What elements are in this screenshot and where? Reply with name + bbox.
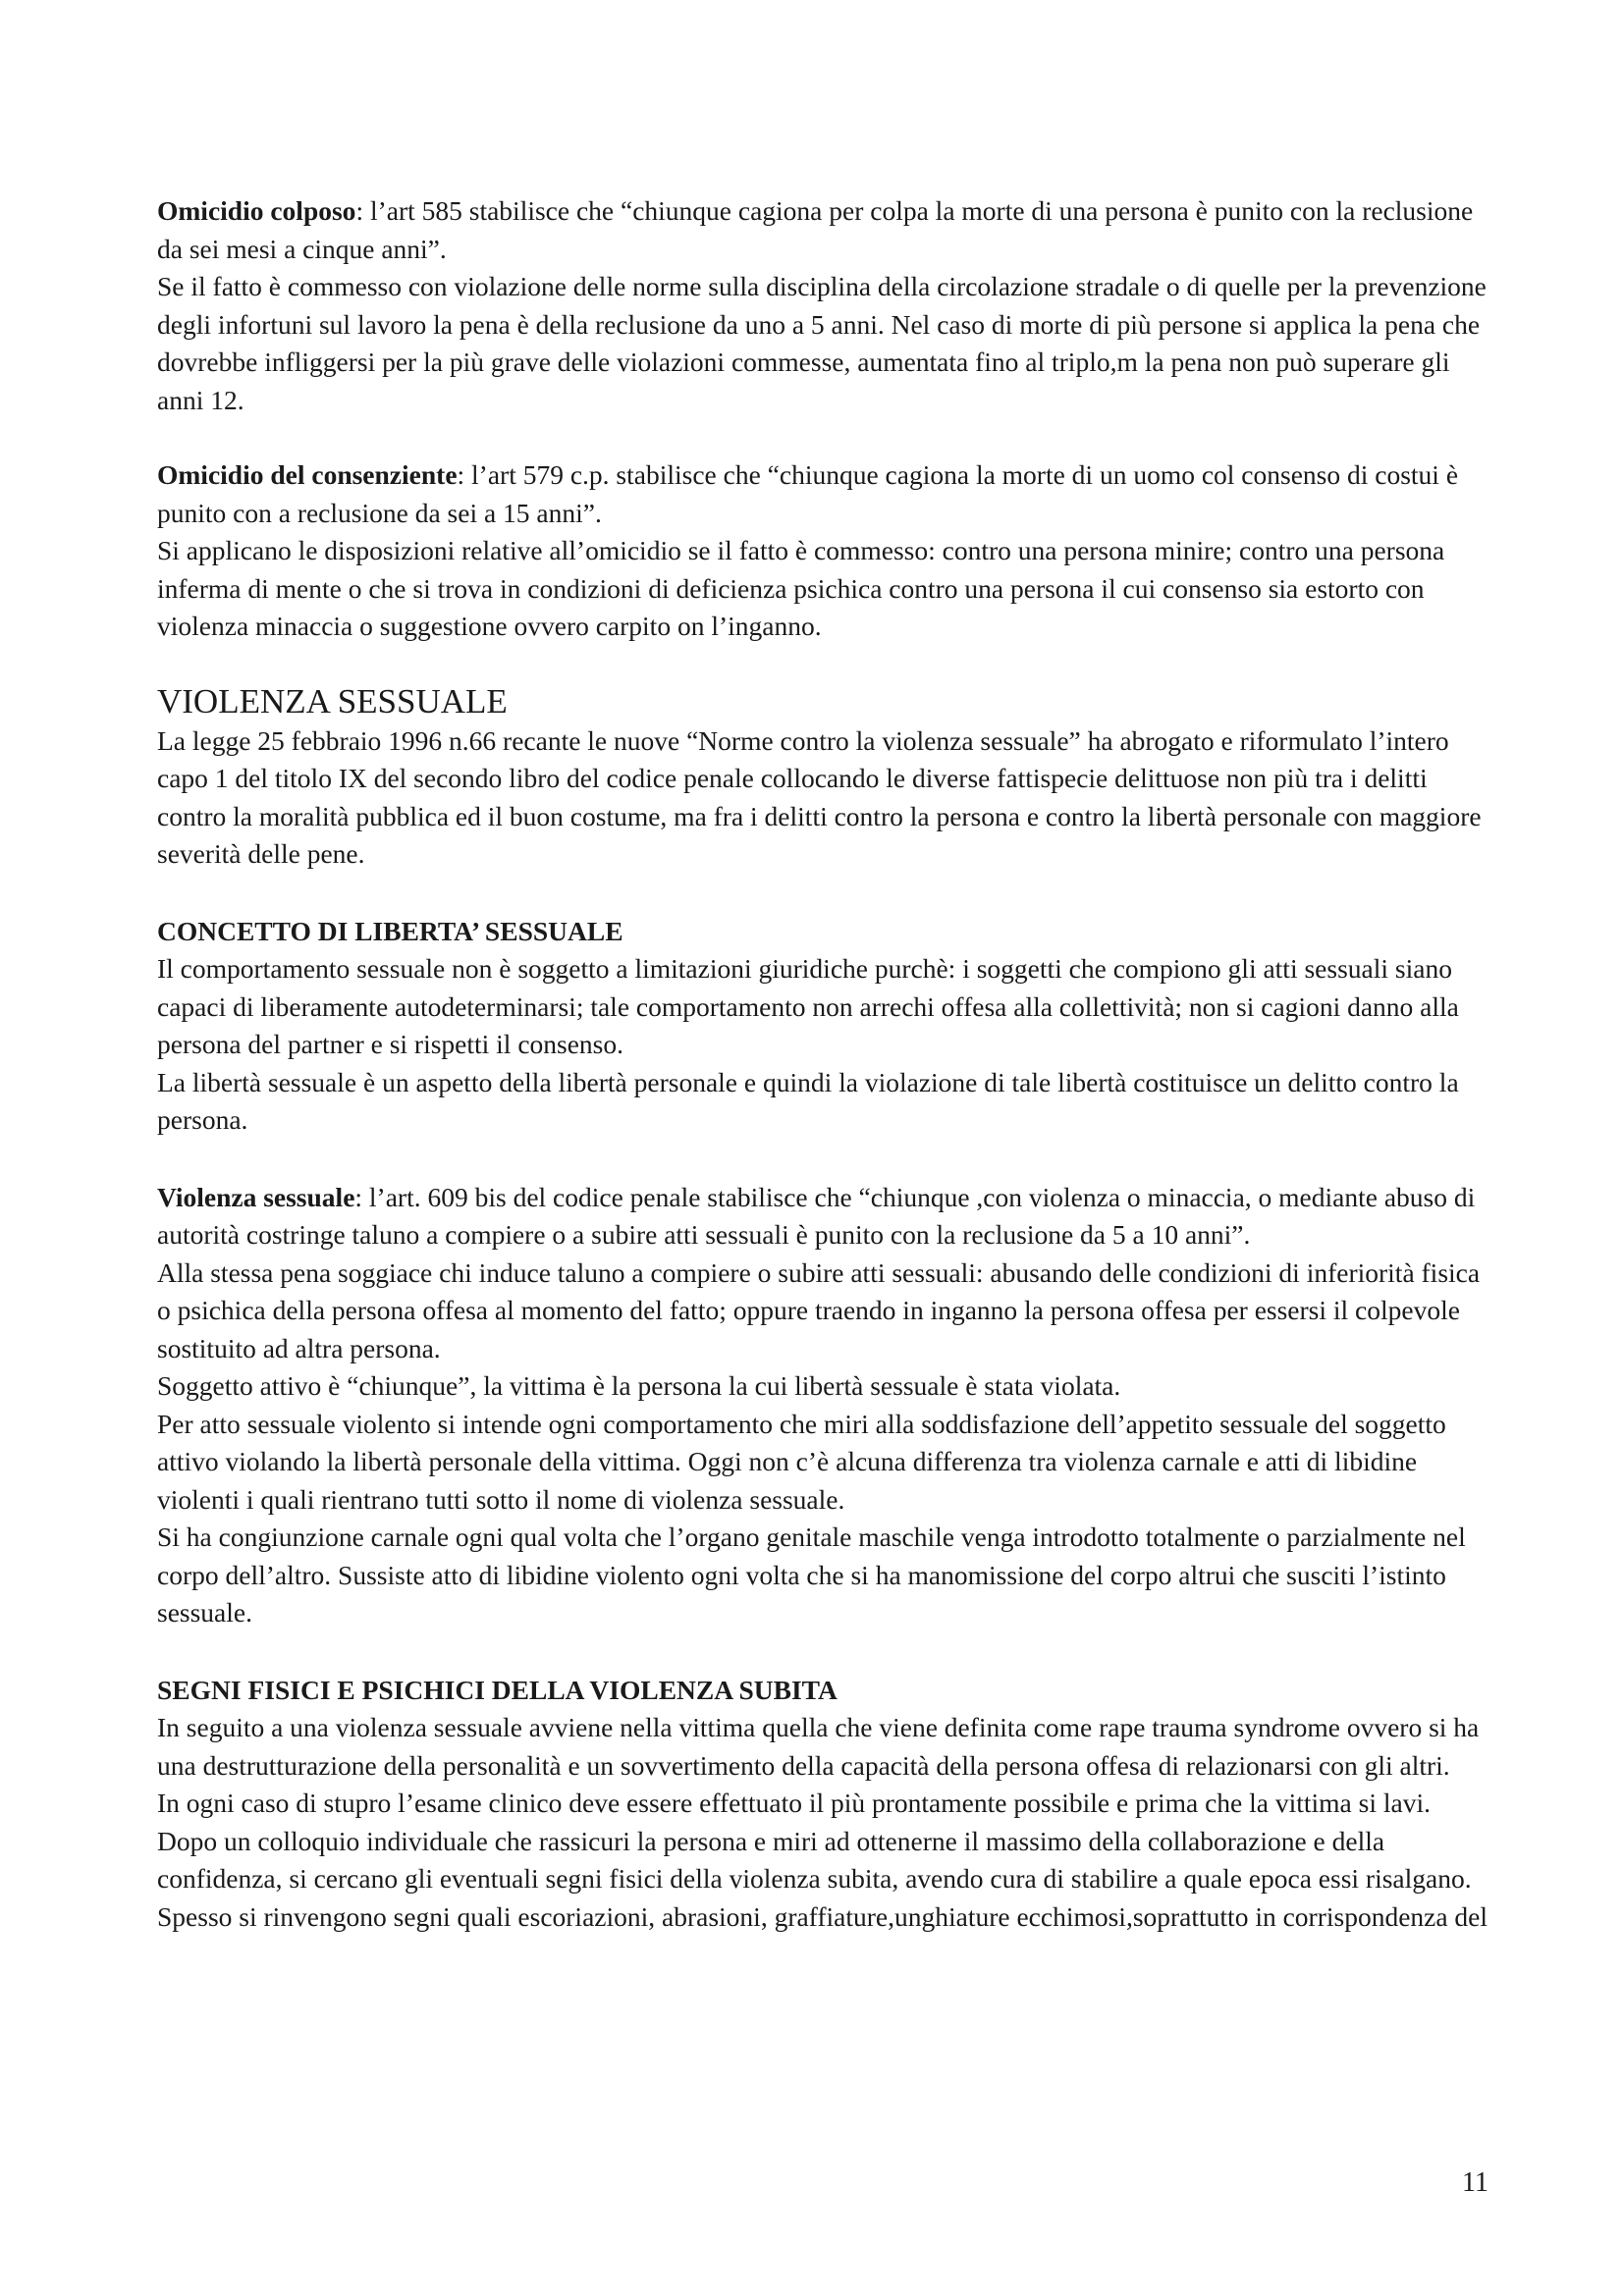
paragraph: In ogni caso di stupro l’esame clinico deve essere effettuato il più prontamente possibile e prima che la vittima si lavi. Dopo un colloquio individuale che rassicuri la persona e miri ad ottenerne il massimo della collaborazione e della confidenza, si cercano gli eventuali segni fisici della violenza subita, avendo cura di stabilire a quale epoca essi risalgano. Spesso si rinvengono segni quali escoriazioni, abrasioni, graffiature,unghiature ecchimosi,soprattutto in corrispondenza del	[157, 1788, 1488, 1932]
paragraph: La legge 25 febbraio 1996 n.66 recante le nuove “Norme contro la violenza sessuale” ha abrogato e riformulato l’intero capo 1 del titolo IX del secondo libro del codice penale collocando le diverse fattispecie delittuose non più tra i delitti contro la moralità pubblica ed il buon costume, ma fra i delitti contro la persona e contro la libertà personale con maggiore severità delle pene.	[157, 724, 1482, 869]
document-page	[157, 192, 1492, 1936]
paragraph: Alla stessa pena soggiace chi induce taluno a compiere o subire atti sessuali: abusando delle condizioni di inferiorità fisica o psichica della persona offesa al momento del fatto; oppure traendo in inganno la persona offesa per essersi il colpevole sostituito ad altra persona.	[157, 1256, 1481, 1363]
heading-segni-fisici-psichici: SEGNI FISICI E PSICHICI DELLA VIOLENZA SUBITA	[157, 1674, 838, 1705]
violenza-sessuale-paragraph	[157, 1179, 1492, 1255]
paragraph: La libertà sessuale è un aspetto della libertà personale e quindi la violazione di tale libertà costituisce un delitto contro la persona.	[157, 1066, 1459, 1135]
paragraph-text: : l’art 585 stabilisce che “chiunque cagiona per colpa la morte di una persona è punito con la reclusione da sei mesi a cinque anni”.	[157, 195, 1474, 264]
paragraph-text: : l’art 579 c.p. stabilisce che “chiunque cagiona la morte di un uomo col consenso di costui è punito con a reclusione da sei a 15 anni”.	[157, 459, 1459, 528]
term-omicidio-del-consenziente: Omicidio del consenziente	[157, 459, 458, 490]
paragraph: In seguito a una violenza sessuale avviene nella vittima quella che viene definita come rape trauma syndrome ovvero si ha una destrutturazione della personalità e un sovvertimento della capacità della persona offesa di relazionarsi con gli altri.	[157, 1712, 1480, 1781]
paragraph: Si applicano le disposizioni relative all’omicidio se il fatto è commesso: contro una persona minire; contro una persona inferma di mente o che si trova in condizioni di deficienza psichica contro una persona il cui consenso sia estorto con violenza minaccia o suggestione ovvero carpito on l’inganno.	[157, 535, 1445, 641]
paragraph: Se il fatto è commesso con violazione delle norme sulla disciplina della circolazione stradale o di quelle per la prevenzione degli infortuni sul lavoro la pena è della reclusione da uno a 5 anni. Nel caso di morte di più persone si applica la pena che dovrebbe infliggersi per la più grave delle violazioni commesse, aumentata fino al triplo,m la pena non può superare gli anni 12.	[157, 271, 1487, 415]
paragraph: Soggetto attivo è “chiunque”, la vittima è la persona la cui libertà sessuale è stata violata.	[157, 1370, 1121, 1401]
paragraph: Per atto sessuale violento si intende ogni comportamento che miri alla soddisfazione dell’appetito sessuale del soggetto attivo violando la libertà personale della vittima. Oggi non c’è alcuna differenza tra violenza carnale e atti di libidine violenti i quali rientrano tutti sotto il nome di violenza sessuale.	[157, 1408, 1446, 1515]
term-violenza-sessuale: Violenza sessuale	[157, 1181, 355, 1212]
paragraph: Il comportamento sessuale non è soggetto a limitazioni giuridiche purchè: i soggetti che compiono gli atti sessuali siano capaci di liberamente autodeterminarsi; tale comportamento non arrechi offesa alla collettività; non si cagioni danno alla persona del partner e si rispetti il consenso.	[157, 953, 1459, 1059]
paragraph: Si ha congiunzione carnale ogni qual volta che l’organo genitale maschile venga introdotto totalmente o parzialmente nel corpo dell’altro. Sussiste atto di libidine violento ogni volta che si ha manomissione del corpo altrui che susciti l’istinto sessuale.	[157, 1522, 1466, 1628]
heading-concetto-liberta-sessuale: CONCETTO DI LIBERTA’ SESSUALE	[157, 915, 623, 946]
page-number: 11	[1462, 2167, 1488, 2198]
paragraph-text: : l’art. 609 bis del codice penale stabilisce che “chiunque ,con violenza o minaccia, o mediante abuso di autorità costringe taluno a compiere o a subire atti sessuali è punito con la reclusione da 5 a 10 anni”.	[157, 1181, 1476, 1250]
omicidio-consenziente-paragraph	[157, 456, 1492, 532]
omicidio-colposo-paragraph	[157, 192, 1492, 268]
term-omicidio-colposo: Omicidio colposo	[157, 195, 356, 226]
heading-violenza-sessuale: VIOLENZA SESSUALE	[157, 681, 508, 721]
